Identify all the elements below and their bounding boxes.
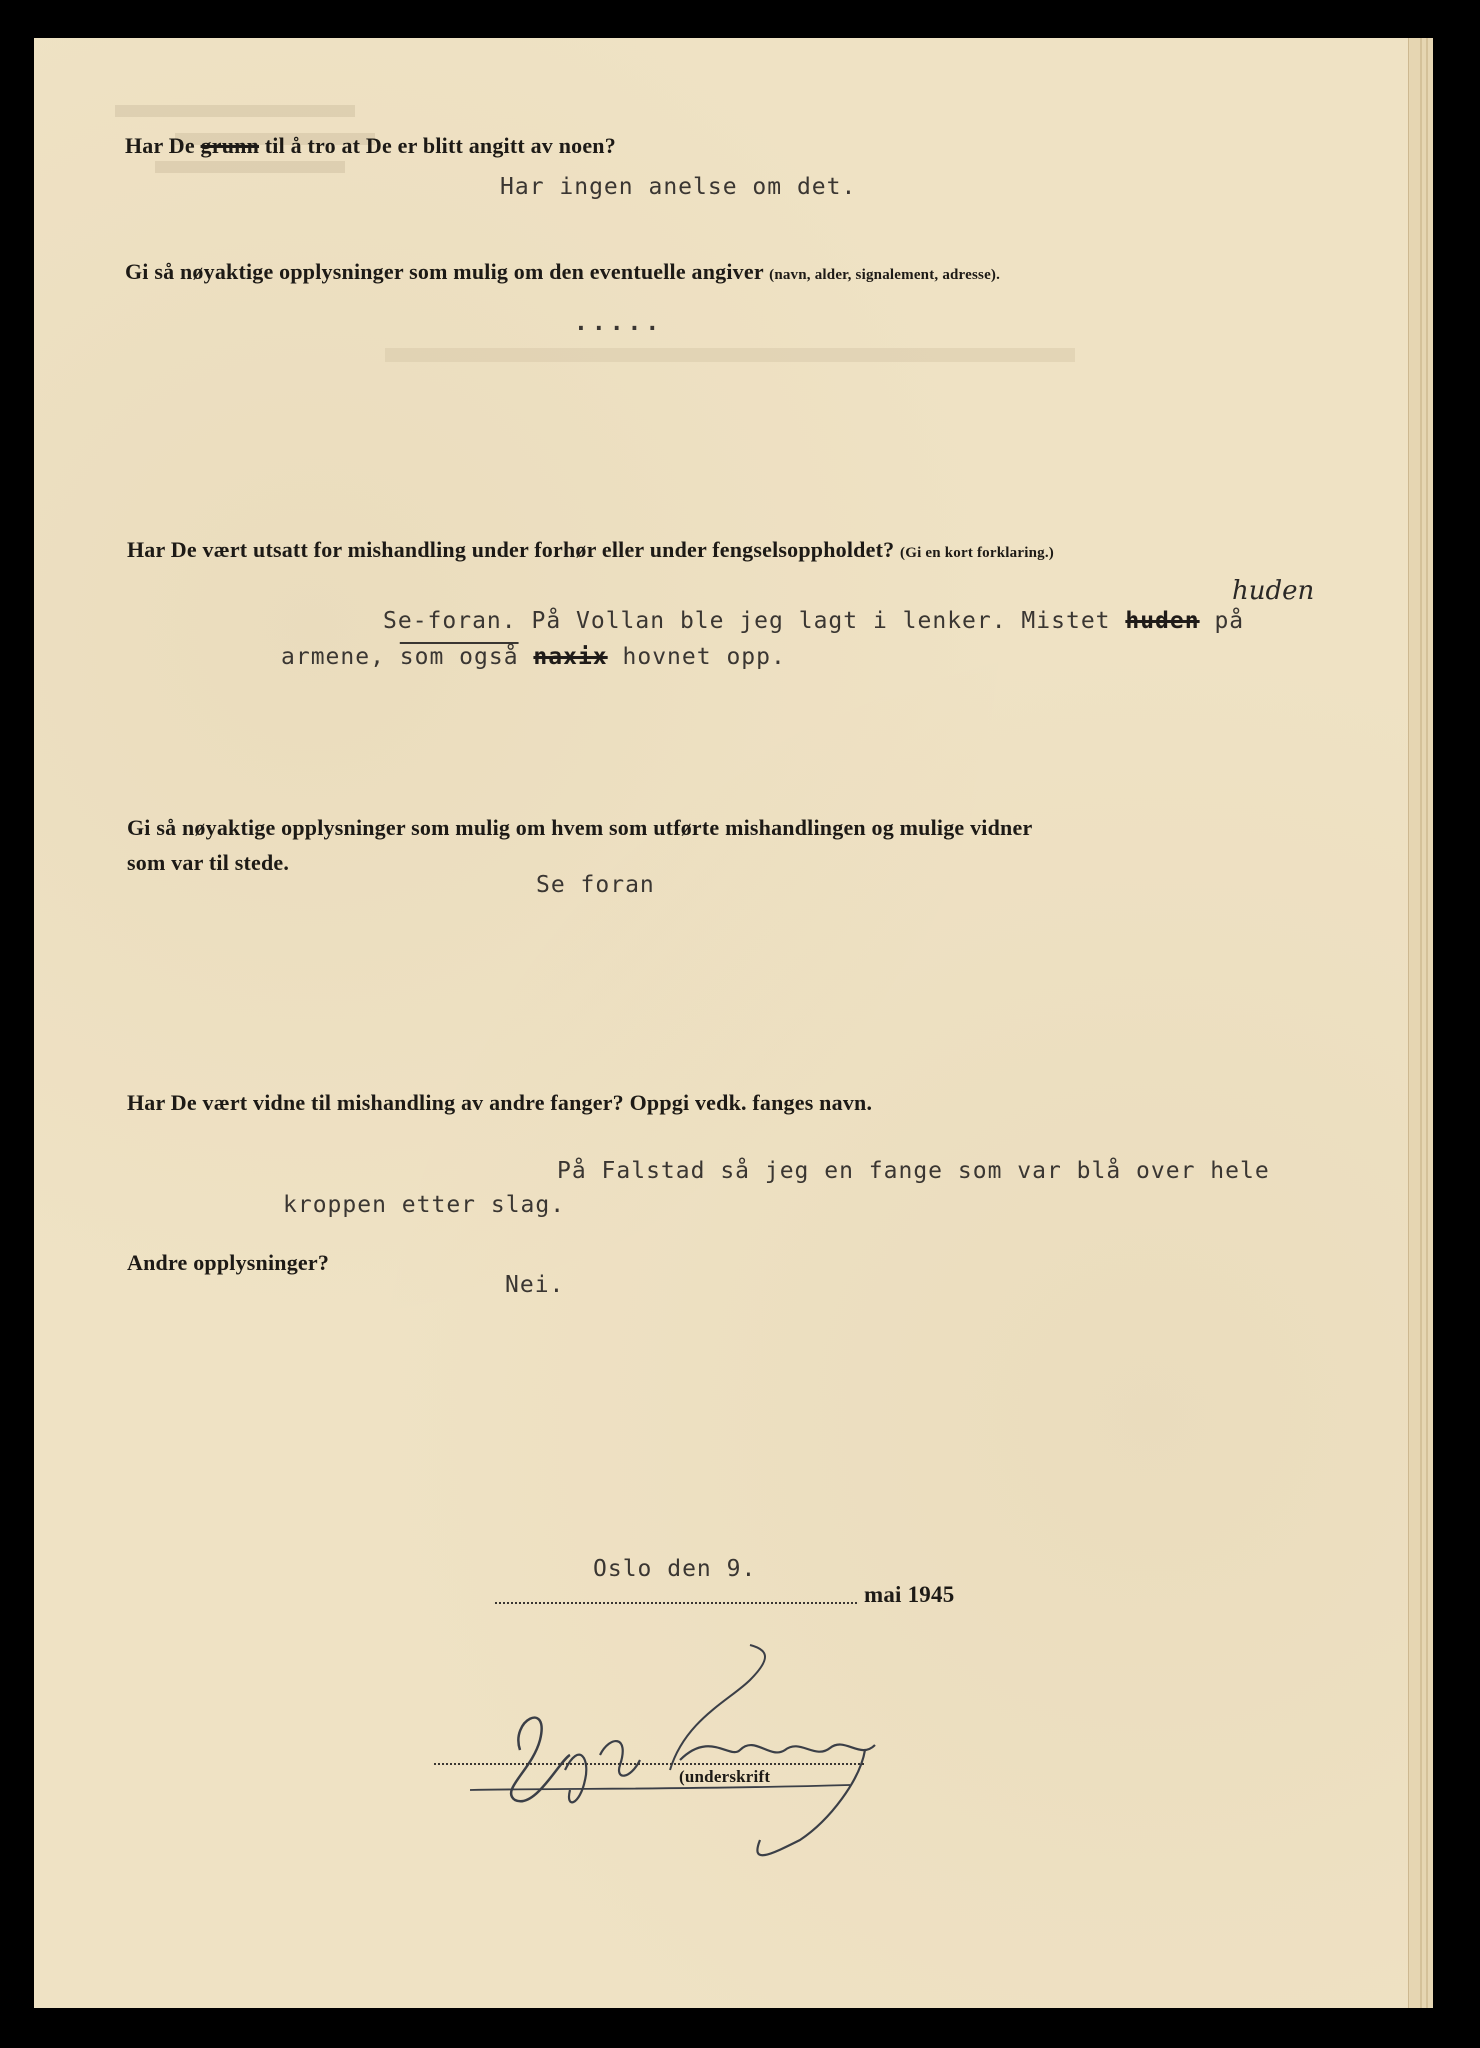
answer-3-line-1-end: på: [1199, 608, 1245, 634]
page-edge-line: [1426, 38, 1428, 2008]
answer-1: Har ingen anelse om det.: [500, 174, 857, 200]
question-2-text: Gi så nøyaktige opplysninger som mulig om den eventuelle angiver: [125, 259, 770, 284]
answer-3-line-2-struck: naxix: [533, 644, 608, 670]
signature: [470, 1640, 890, 1875]
question-3-note: (Gi en kort forklaring.): [900, 545, 1054, 561]
answer-5-line-1: På Falstad så jeg en fange som var blå over hele: [557, 1158, 1270, 1184]
answer-3-line-2-overlined: som også: [399, 644, 519, 670]
answer-3-line-2-start: armene,: [281, 644, 400, 670]
question-5: Har De vært vidne til mishandling av andre fanger? Oppgi vedk. fanges navn.: [127, 1090, 873, 1115]
question-1-struck-word: grunn: [200, 133, 260, 158]
place-date: Oslo den 9.: [593, 1556, 757, 1582]
handwritten-insert: huden: [1232, 576, 1315, 606]
question-1-rest: til å tro at De er blitt angitt av noen?: [259, 133, 616, 158]
date-dotted-line: [495, 1602, 857, 1604]
question-3-text: Har De vært utsatt for mishandling under forhør eller under fengselsoppholdet?: [127, 537, 901, 562]
question-4-line-2: som var til stede.: [127, 850, 290, 875]
question-1: [125, 133, 616, 159]
answer-3-struck-word: huden: [1125, 608, 1200, 634]
answer-3-line-1: [383, 608, 1244, 634]
answer-4: Se foran: [536, 872, 655, 898]
page-edge-line: [1420, 38, 1422, 2008]
question-4-line-1: Gi så nøyaktige opplysninger som mulig om hvem som utførte mishandlingen og mulige vidner: [127, 815, 1033, 840]
month-year: mai 1945: [864, 1582, 955, 1607]
question-6: Andre opplysninger?: [127, 1250, 330, 1275]
answer-5-line-2: kroppen etter slag.: [283, 1192, 566, 1218]
signature-dotted-line: [434, 1763, 864, 1765]
signature-label: (underskrift: [679, 1767, 771, 1786]
answer-6: Nei.: [505, 1272, 565, 1298]
answer-3-line-2-end: hovnet opp.: [607, 644, 786, 670]
answer-3-line-1-start: Se-foran. På Vollan ble jeg lagt i lenker. Mistet: [383, 608, 1126, 634]
bleed-through-mark: [385, 340, 1085, 377]
question-1-prefix: Har De: [125, 133, 201, 158]
question-2-note: (navn, alder, signalement, adresse).: [769, 267, 1001, 283]
question-3: [127, 537, 1054, 563]
question-2: [125, 259, 1000, 285]
answer-2: .....: [574, 310, 664, 336]
handwritten-signature: [470, 1640, 890, 1870]
bleed-through-scribble: [385, 340, 1085, 370]
answer-3-line-2-space: [519, 644, 534, 670]
answer-3-line-2: [281, 644, 786, 670]
